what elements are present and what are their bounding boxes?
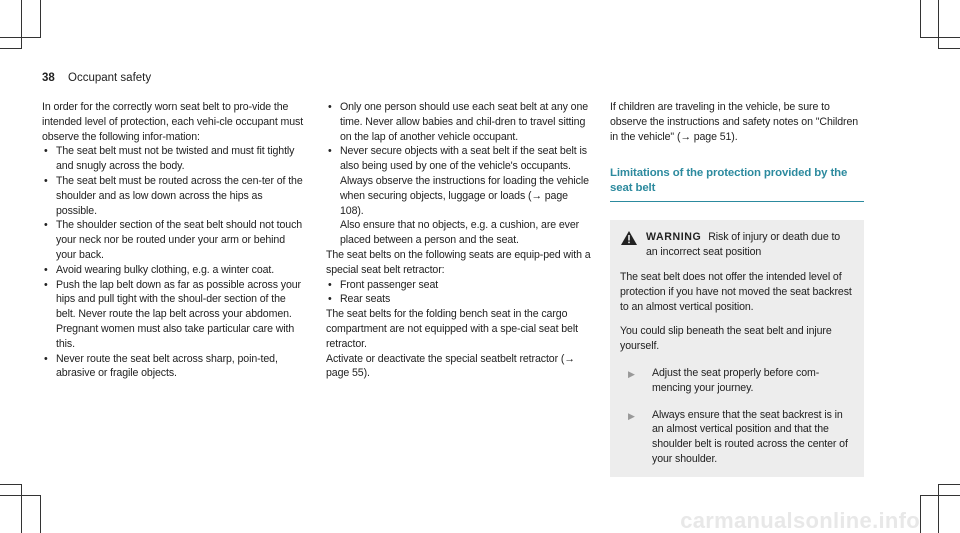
warning-title [646, 230, 854, 260]
list-item: • Front passenger seat [326, 278, 594, 293]
pregnant-note: Pregnant women must also take particular care with this. [56, 322, 295, 350]
watermark-text: carmanualsonline.info [680, 511, 920, 533]
belt-rules-list [42, 144, 304, 381]
warning-box [610, 220, 864, 476]
crop-mark [0, 48, 22, 49]
list-item: • The seat belt must not be twisted and must fit tightly and snugly across the body. [42, 144, 304, 174]
column-2 [326, 100, 594, 381]
warning-body [620, 270, 854, 354]
folding-note: The seat belts for the folding bench seat in the cargo compartment are not equipped with a spe-cial seat belt retractor. [326, 308, 578, 350]
list-item [42, 278, 304, 352]
warning-body-text: You could slip beneath the seat belt and injure yourself. [620, 325, 832, 353]
list-item [326, 144, 594, 248]
usage-list [326, 100, 594, 248]
crop-mark [938, 48, 960, 49]
warning-triangle-icon [620, 230, 638, 246]
list-item: • The seat belt must be routed across the cen-ter of the shoulder and as low down across the hips as possible. [42, 174, 304, 218]
warning-header [620, 230, 854, 260]
list-item: • Only one person should use each seat belt at any one time. Never allow babies and chil-dren to travel sitting on the lap of another vehicle occupant. [326, 100, 594, 144]
column-1 [42, 100, 304, 381]
action-arrow-icon: ▶ [628, 410, 635, 421]
section-title: Limitations of the protection provided by the seat belt [610, 166, 864, 202]
warning-label: WARNING [646, 231, 702, 244]
equipped-intro: The seat belts on the following seats are equip-ped with a special seat belt retractor: [326, 248, 591, 276]
crop-mark [21, 0, 22, 48]
list-item: • The shoulder section of the seat belt should not touch your neck nor be routed under your arm or behind your back. [42, 218, 304, 262]
warning-body-text: The seat belt does not offer the intended level of protection if you have not moved the seat backrest to an almost vertical position. [620, 270, 852, 313]
list-item: • Rear seats [326, 292, 594, 307]
section-name: Occupant safety [68, 72, 152, 84]
crop-mark [920, 37, 960, 38]
crop-mark [938, 484, 960, 485]
list-item-text: Push the lap belt down as far as possible across your hips and pull tight with the shoul-der section of the belt. Never route the lap belt across your abdomen. [56, 278, 301, 321]
objects-note: Also ensure that no objects, e.g. a cushion, are ever placed between a person and the seat. [340, 219, 580, 247]
list-item: • Avoid wearing bulky clothing, e.g. a winter coat. [42, 263, 304, 278]
watermark [0, 511, 960, 533]
crop-mark [0, 484, 22, 485]
equipped-seats-list [326, 278, 594, 308]
action-step-text: Adjust the seat properly before com-mencing your journey. [652, 366, 820, 394]
action-arrow-icon: ▶ [628, 368, 635, 379]
warning-headline: Risk of injury or death due to an incorrect seat position [646, 231, 841, 259]
action-step [620, 408, 854, 467]
column-3 [610, 100, 864, 477]
crop-mark [0, 495, 40, 496]
crop-mark [920, 495, 960, 496]
crop-mark [40, 0, 41, 38]
action-step [620, 366, 854, 396]
crop-mark [938, 0, 939, 48]
activate-note: Activate or deactivate the special seatbelt retractor (→ page 55). [326, 352, 575, 380]
crop-mark [920, 0, 921, 38]
children-note: If children are traveling in the vehicle, be sure to observe the instructions and safety notes on "Children in the vehicle" (→ page 51). [610, 101, 859, 143]
list-item: • Never route the seat belt across sharp, poin-ted, abrasive or fragile objects. [42, 352, 304, 382]
crop-mark [0, 37, 40, 38]
page-number: 38 [42, 72, 55, 84]
action-step-text: Always ensure that the seat backrest is in an almost vertical position and that the shoulder belt is routed across the center of your shoulder. [652, 408, 848, 465]
list-item-text: Never secure objects with a seat belt if the seat belt is also being used by one of the vehicle's occupants. Always observe the instructions for loading the vehicle when securing objects, luggage or loads (→ page 108). [340, 145, 589, 217]
intro-text: In order for the correctly worn seat belt to pro-vide the intended level of protection, each vehi-cle occupant must observe the following infor-mation: [42, 101, 304, 143]
page-header [42, 72, 151, 84]
